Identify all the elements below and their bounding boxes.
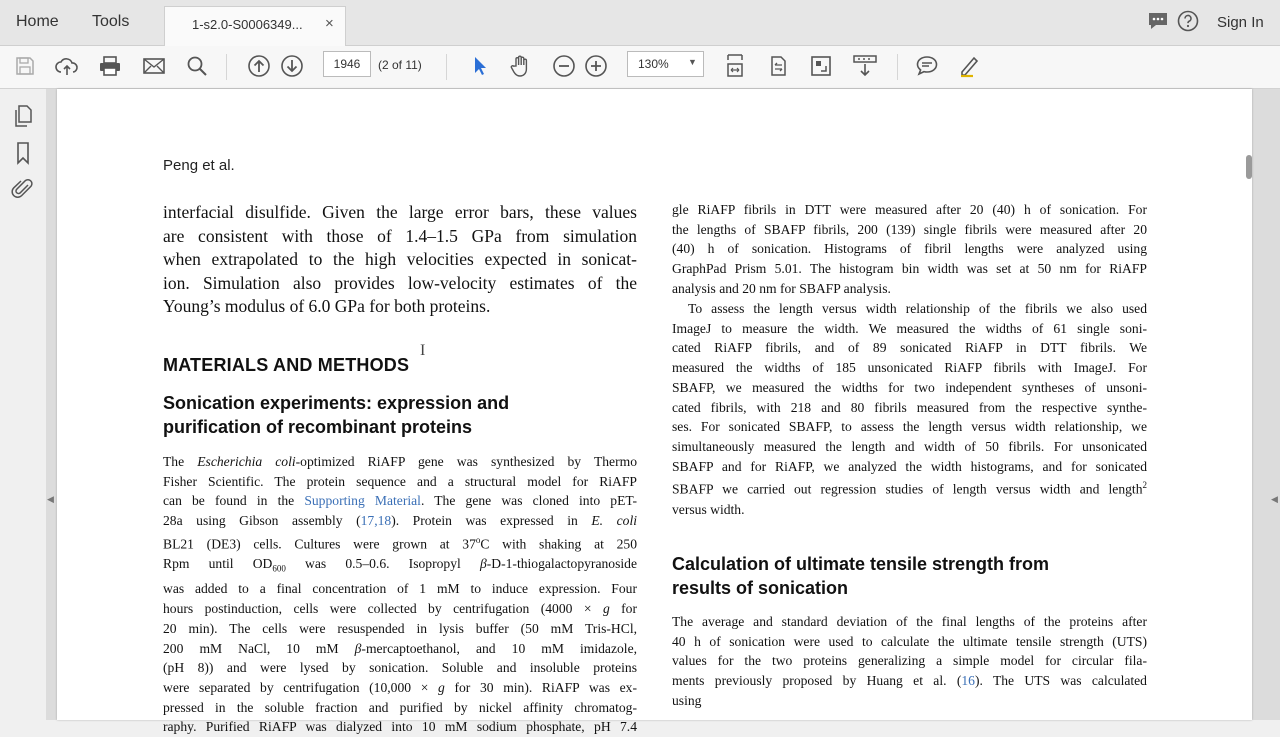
menu-tools[interactable]: Tools — [92, 13, 130, 30]
text-line — [163, 511, 637, 531]
save-icon[interactable] — [12, 53, 38, 79]
text-line: values for the two proteins generalizing a simple model for circular fila- — [672, 653, 1147, 669]
text-line: cated fibrils, with 218 and 80 fibrils measured from the respective synthe- — [672, 399, 1147, 415]
top-menu-bar — [0, 0, 1280, 46]
text: The — [163, 454, 198, 469]
text-line: analysis and 20 nm for SBAFP analysis. — [672, 280, 891, 296]
text-line — [672, 671, 1147, 691]
fit-width-icon[interactable] — [722, 53, 748, 79]
text-line: versus width. — [672, 501, 745, 517]
text-line: (40) h of sonication. Histograms of fibril lengths were analyzed using — [672, 241, 1147, 257]
italic-text: g — [602, 601, 610, 617]
bookmark-icon[interactable] — [11, 141, 35, 165]
running-head: Peng et al. — [163, 157, 235, 174]
zoom-select[interactable] — [627, 51, 704, 77]
expand-right-panel-icon[interactable]: ◀ — [1271, 494, 1278, 504]
toolbar-divider — [226, 54, 227, 80]
select-arrow-icon[interactable] — [466, 53, 492, 79]
text-line: when extrapolated to the high velocities expected in sonicat- — [163, 249, 637, 269]
section-heading: MATERIALS AND METHODS — [163, 355, 410, 375]
text-line: interfacial disulfide. Given the large error bars, these values — [163, 202, 637, 222]
comment-icon[interactable] — [914, 53, 940, 79]
heading-line: purification of recombinant proteins — [163, 417, 473, 437]
text: SBAFP we carried out regression studies of length versus width and length — [672, 481, 1143, 497]
text: can be found in the — [163, 493, 305, 509]
italic-text: β — [479, 556, 487, 572]
text: 28a using Gibson assembly ( — [163, 513, 361, 529]
toolbar-divider — [446, 54, 447, 80]
left-navigation-rail — [0, 89, 46, 720]
zoom-value: 130% — [638, 57, 669, 71]
subsection-heading — [672, 552, 1049, 600]
collapse-left-panel-icon[interactable]: ◀ — [47, 494, 54, 504]
zoom-in-icon[interactable] — [583, 53, 609, 79]
subsection-heading — [163, 391, 509, 439]
menu-home[interactable]: Home — [16, 13, 59, 30]
toolbar — [0, 46, 1280, 89]
supporting-material-link[interactable]: Supporting Material — [304, 493, 421, 509]
text: ). Protein was expressed in — [391, 513, 592, 529]
text: were separated by centrifugation (10,000 × — [163, 679, 439, 695]
text-line — [163, 452, 637, 472]
intro-paragraph — [163, 201, 637, 319]
heading-line: Calculation of ultimate tensile strength from — [672, 554, 1050, 574]
text-line: raphy. Purified RiAFP was dialyzed into 10 mM sodium phosphate, pH 7.4 — [163, 719, 637, 735]
page-up-icon[interactable] — [246, 53, 272, 79]
methods-paragraph — [163, 452, 637, 737]
text-line: To assess the length versus width relationship of the fibrils we also used — [688, 301, 1147, 316]
text: BL21 (DE3) cells. Cultures were grown at 37 — [163, 536, 476, 552]
highlight-pen-icon[interactable] — [957, 53, 983, 79]
text-line: cated RiAFP fibrils, and of 89 sonicated RiAFP in DTT fibrils. We — [672, 340, 1147, 356]
hand-icon[interactable] — [508, 53, 534, 79]
sign-in-link[interactable]: Sign In — [1217, 14, 1264, 31]
text-line — [163, 554, 637, 579]
text-line: (pH 8)) and were lysed by sonication. Soluble and insoluble proteins — [163, 660, 637, 676]
page-down-icon[interactable] — [279, 53, 305, 79]
vertical-scrollbar-thumb[interactable] — [1246, 155, 1252, 179]
text: -D-1-thiogalactopyranoside — [486, 556, 637, 572]
text-line — [163, 639, 637, 659]
document-tab-title: 1-s2.0-S0006349... — [192, 17, 303, 32]
text: -mercaptoethanol, and 10 mM imidazole, — [361, 640, 637, 656]
text-line — [163, 531, 637, 554]
text-line: ImageJ to measure the width. We measured the widths of 61 single soni- — [672, 320, 1147, 336]
text: Rpm until OD — [163, 556, 273, 572]
text-line — [163, 491, 637, 511]
text-cursor-icon: I — [420, 342, 426, 359]
text: hours postinduction, cells were collected by centrifugation (4000 × — [163, 601, 603, 617]
help-icon[interactable] — [1177, 10, 1199, 37]
text-line: measured the widths of 185 unsonicated RiAFP fibrils with ImageJ. For — [672, 360, 1147, 376]
text-line: the lengths of SBAFP fibrils, 200 (139) single fibrils were measured after 20 — [672, 221, 1147, 237]
text-line: pressed in the soluble fraction and purified by nickel affinity chromatog- — [163, 699, 637, 715]
chevron-down-icon: ▼ — [688, 57, 697, 67]
close-tab-icon[interactable]: × — [325, 15, 334, 32]
document-tab[interactable] — [164, 6, 346, 46]
zoom-out-icon[interactable] — [551, 53, 577, 79]
document-viewer — [46, 89, 1280, 735]
heading-line: Sonication experiments: expression and — [163, 393, 510, 413]
text-line: simultaneously measured the length and width of 50 fibrils. For unsonicated — [672, 438, 1147, 454]
text-line — [672, 476, 1147, 499]
text: C with shaking at 250 — [480, 536, 637, 552]
text-line: 40 h of sonication were used to calculate the ultimate tensile strength (UTS) — [672, 633, 1147, 649]
text-line: Fisher Scientific. The protein sequence and a structural model for RiAFP — [163, 473, 637, 489]
reference-link[interactable]: 16 — [961, 673, 975, 689]
text-line: 20 min). The cells were resuspended in lysis buffer (50 mM Tris-HCl, — [163, 620, 637, 636]
subscript: 600 — [272, 563, 286, 574]
text-line: using — [672, 692, 702, 708]
text-line: GraphPad Prism 5.01. The histogram bin width was set at 50 nm for RiAFP — [672, 261, 1147, 277]
italic-text: g — [438, 679, 445, 695]
fullscreen-icon[interactable] — [808, 53, 834, 79]
right-paragraph-2 — [672, 299, 1147, 519]
text-line: Young’s modulus of 6.0 GPa for both proteins. — [163, 296, 491, 316]
page-thumbnails-icon[interactable] — [11, 104, 35, 128]
text: for 30 min). RiAFP was ex- — [444, 679, 637, 695]
text-line: The average and standard deviation of the final lengths of the proteins after — [672, 614, 1147, 629]
heading-line: results of sonication — [672, 578, 849, 598]
text: was 0.5–0.6. Isopropyl — [285, 556, 480, 572]
text: for — [609, 601, 637, 617]
superscript: o — [475, 534, 481, 545]
comment-bubble-icon[interactable] — [1147, 10, 1169, 37]
superscript: 2 — [1142, 480, 1147, 491]
text: -optimized RiAFP gene was synthesized by Thermo — [295, 454, 637, 469]
text: ). The UTS was calculated — [974, 673, 1147, 689]
italic-text: β — [354, 640, 362, 656]
reference-link[interactable]: 17,18 — [360, 513, 392, 529]
toolbar-divider — [897, 54, 898, 80]
text-line: are consistent with those of 1.4–1.5 GPa from simulation — [163, 225, 637, 246]
print-icon[interactable] — [97, 53, 123, 79]
right-paragraph-1 — [672, 200, 1147, 299]
text: 200 mM NaCl, 10 mM — [163, 640, 355, 656]
text-line — [163, 599, 637, 619]
italic-text: E. coli — [591, 513, 637, 529]
scroll-mode-icon[interactable] — [852, 53, 878, 79]
text-line: was added to a final concentration of 1 mM to induce expression. Four — [163, 581, 637, 597]
text-line: ion. Simulation also provides low-velocity estimates of the — [163, 272, 637, 293]
page-number-input[interactable] — [323, 51, 371, 77]
text-line — [163, 678, 637, 698]
text: . The gene was cloned into pET- — [420, 493, 637, 509]
text-line: SBAFP and for RiAFP, we analyzed the width histograms, and for sonicated — [672, 458, 1147, 474]
italic-text: Escherichia coli — [197, 454, 296, 469]
rotate-page-icon[interactable] — [765, 53, 791, 79]
upload-cloud-icon[interactable] — [54, 53, 80, 79]
text-line: SBAFP, we measured the widths for two independent syntheses of unsoni- — [672, 379, 1147, 395]
pdf-page — [57, 89, 1252, 735]
page-count: (2 of 11) — [378, 58, 422, 72]
right-paragraph-3 — [672, 612, 1147, 711]
text: ments previously proposed by Huang et al. ( — [672, 673, 962, 689]
attachment-icon[interactable] — [11, 177, 35, 201]
search-icon[interactable] — [184, 53, 210, 79]
text-line: ses. For sonicated SBAFP, to assess the length versus width relationship, we — [672, 419, 1147, 435]
text-line: gle RiAFP fibrils in DTT were measured after 20 (40) h of sonication. For — [672, 202, 1147, 217]
email-icon[interactable] — [141, 53, 167, 79]
